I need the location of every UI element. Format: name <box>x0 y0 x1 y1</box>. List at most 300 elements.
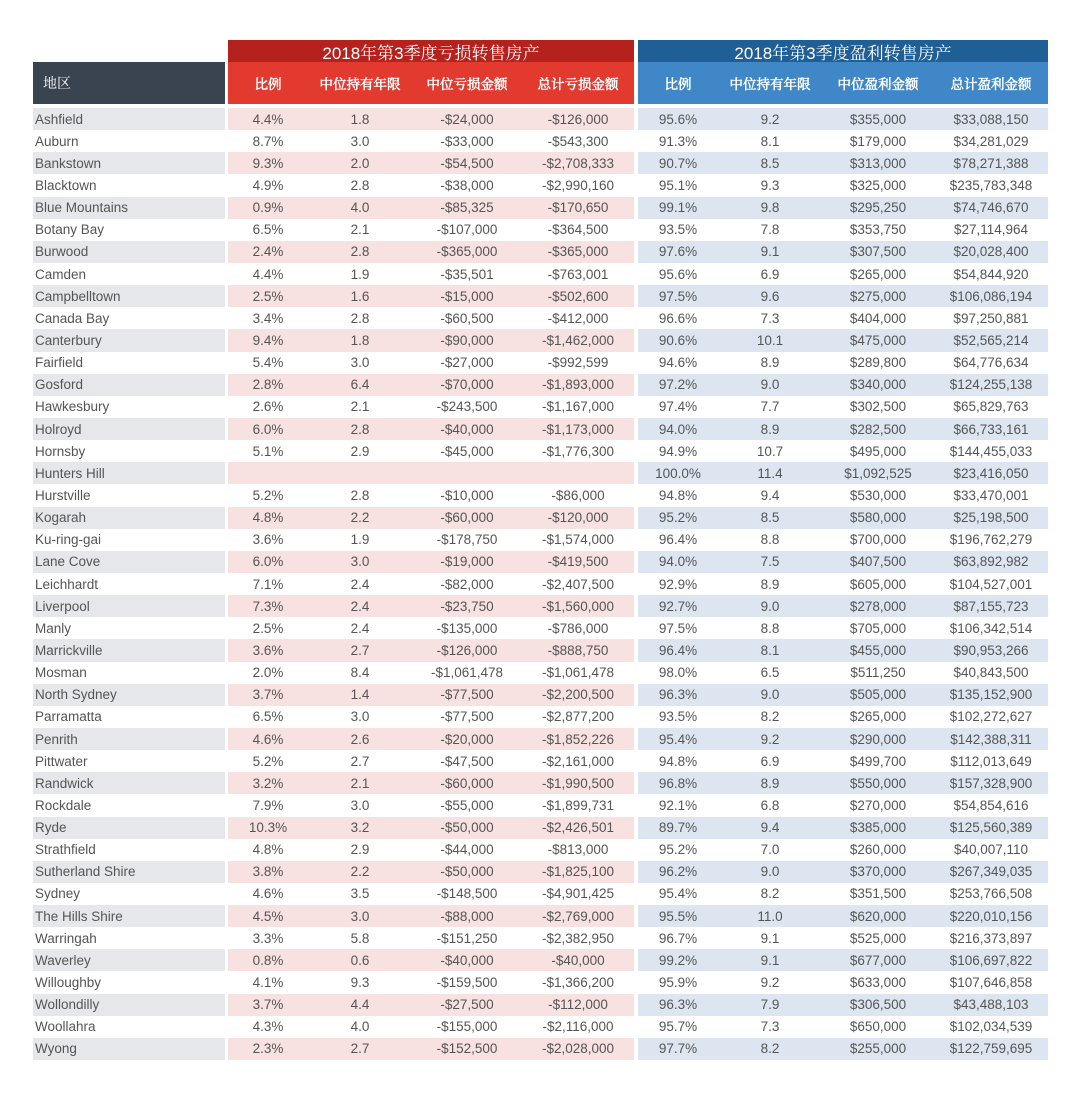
profit-total-amount-cell: $87,155,723 <box>953 598 1029 614</box>
profit-header-median-profit: 中位盈利金额 <box>837 77 919 92</box>
loss-total-amount-cell: -$40,000 <box>551 952 605 968</box>
loss-ratio-cell: 4.1% <box>252 975 284 991</box>
region-cell: North Sydney <box>33 684 225 706</box>
loss-median-hold-cell: 2.8 <box>350 244 370 260</box>
profit-cells <box>638 1016 1048 1038</box>
region-cell: Ryde <box>33 817 225 839</box>
loss-ratio-cell: 3.2% <box>252 775 284 791</box>
table-row <box>33 418 1049 440</box>
loss-ratio-cell: 4.3% <box>252 1019 284 1035</box>
loss-median-amount-cell: -$148,500 <box>436 886 498 902</box>
loss-ratio-cell: 0.8% <box>252 952 284 968</box>
table-row <box>33 374 1049 396</box>
loss-total-amount-cell: -$412,000 <box>547 310 609 326</box>
profit-total-amount-cell: $125,560,389 <box>949 820 1033 836</box>
profit-median-hold-cell: 9.1 <box>760 244 780 260</box>
profit-median-amount-cell: $265,000 <box>849 709 907 725</box>
loss-median-amount-cell: -$44,000 <box>440 842 494 858</box>
table-row <box>33 839 1049 861</box>
loss-total-amount-cell: -$2,116,000 <box>542 1019 614 1035</box>
table-row <box>33 263 1049 285</box>
profit-median-hold-cell: 8.2 <box>760 886 780 902</box>
table-row <box>33 352 1049 374</box>
profit-median-hold-cell: 7.8 <box>760 222 780 238</box>
loss-ratio-cell: 4.4% <box>252 111 284 127</box>
loss-median-amount-cell: -$135,000 <box>436 620 498 636</box>
loss-ratio-cell <box>228 462 308 484</box>
loss-cells <box>228 1038 634 1060</box>
loss-median-amount-cell: -$159,500 <box>436 975 498 991</box>
profit-median-amount-cell: $705,000 <box>849 620 907 636</box>
region-cell: Auburn <box>35 133 79 149</box>
loss-ratio-cell: 3.6% <box>252 642 284 658</box>
profit-ratio-cell: 92.7% <box>658 598 698 614</box>
loss-median-hold-cell: 0.6 <box>350 952 370 968</box>
profit-ratio-cell: 90.7% <box>658 155 698 171</box>
loss-median-amount-cell: -$50,000 <box>440 820 494 836</box>
table-row <box>33 307 1049 329</box>
loss-cells <box>228 529 634 551</box>
loss-median-hold-cell: 1.6 <box>350 288 370 304</box>
loss-ratio-cell: 4.6% <box>252 886 284 902</box>
profit-median-hold-cell: 8.9 <box>760 775 780 791</box>
table-row <box>33 484 1049 506</box>
loss-cells <box>228 484 634 506</box>
loss-median-hold-cell: 3.0 <box>350 133 370 149</box>
loss-median-hold-cell: 3.0 <box>350 908 370 924</box>
profit-median-hold-cell: 9.6 <box>760 288 780 304</box>
table-row <box>33 927 1049 949</box>
loss-ratio-cell: 4.4% <box>252 266 284 282</box>
region-cell: Canada Bay <box>35 310 110 326</box>
region-cell: Canterbury <box>33 329 225 351</box>
loss-total-amount-cell: -$888,750 <box>547 642 609 658</box>
profit-median-amount-cell: $290,000 <box>849 731 907 747</box>
loss-cells <box>228 108 634 130</box>
loss-cells <box>228 418 634 440</box>
loss-total-amount-cell: -$1,061,478 <box>541 665 615 681</box>
loss-cells <box>228 551 634 573</box>
loss-median-amount-cell: -$60,000 <box>440 510 494 526</box>
profit-median-hold-cell: 11.0 <box>757 908 783 924</box>
loss-median-amount-cell: -$178,750 <box>436 532 498 548</box>
profit-median-hold-cell: 8.1 <box>760 133 780 149</box>
table-row <box>33 772 1049 794</box>
profit-ratio-cell: 94.9% <box>658 443 698 459</box>
loss-cells <box>228 241 634 263</box>
loss-median-hold-cell: 1.4 <box>350 687 370 703</box>
loss-cells <box>228 219 634 241</box>
region-cell: Kogarah <box>33 507 225 529</box>
profit-median-amount-cell: $404,000 <box>849 310 907 326</box>
region-cell: Hunters Hill <box>33 462 225 484</box>
loss-cells <box>228 949 634 971</box>
profit-ratio-cell: 92.9% <box>658 576 698 592</box>
region-cell: Liverpool <box>33 595 225 617</box>
table-row <box>33 794 1049 816</box>
loss-median-hold-cell: 2.1 <box>350 399 370 415</box>
region-cell: Ashfield <box>33 108 225 130</box>
loss-total-amount-cell: -$2,028,000 <box>541 1041 615 1057</box>
loss-cells <box>228 507 634 529</box>
profit-median-amount-cell: $179,000 <box>849 133 907 149</box>
loss-median-hold-cell: 2.9 <box>350 842 370 858</box>
loss-ratio-cell: 4.6% <box>252 731 284 747</box>
profit-ratio-cell: 95.4% <box>658 731 698 747</box>
profit-total-amount-cell: $25,198,500 <box>953 510 1029 526</box>
loss-median-amount-cell: -$40,000 <box>440 421 494 437</box>
loss-ratio-cell: 9.3% <box>252 155 284 171</box>
table-row <box>33 529 1049 551</box>
loss-median-amount-cell: -$107,000 <box>436 222 498 238</box>
table-row <box>33 817 1049 839</box>
loss-median-amount-cell: -$10,000 <box>440 487 494 503</box>
profit-cells <box>638 529 1048 551</box>
loss-cells <box>228 728 634 750</box>
loss-ratio-cell: 3.7% <box>252 687 284 703</box>
profit-total-amount-cell: $23,416,050 <box>953 465 1029 481</box>
loss-ratio-cell: 3.6% <box>252 532 284 548</box>
column-header-row <box>33 62 1049 104</box>
profit-median-amount-cell: $313,000 <box>849 155 907 171</box>
profit-total-amount-cell: $64,776,634 <box>953 355 1029 371</box>
profit-cells <box>638 772 1048 794</box>
profit-median-hold-cell: 7.7 <box>760 399 780 415</box>
profit-ratio-cell: 89.7% <box>658 820 698 836</box>
profit-ratio-cell: 96.6% <box>658 310 698 326</box>
profit-median-hold-cell: 8.8 <box>760 620 780 636</box>
profit-median-hold-cell: 9.1 <box>760 930 780 946</box>
loss-median-amount-cell: -$85,325 <box>440 200 494 216</box>
profit-median-amount-cell: $265,000 <box>849 266 907 282</box>
profit-total-amount-cell: $135,152,900 <box>949 687 1033 703</box>
loss-total-amount-cell: -$4,901,425 <box>541 886 615 902</box>
table-body <box>33 108 1049 1060</box>
loss-cells <box>228 684 634 706</box>
loss-ratio-cell: 3.7% <box>252 997 284 1013</box>
region-cell: Woollahra <box>35 1019 96 1035</box>
loss-ratio-cell: 4.9% <box>252 177 284 193</box>
profit-total-amount-cell: $122,759,695 <box>949 1041 1033 1057</box>
profit-cells <box>638 573 1048 595</box>
profit-ratio-cell: 94.0% <box>658 554 698 570</box>
loss-total-amount-cell: -$2,161,000 <box>541 753 615 769</box>
profit-median-amount-cell: $511,250 <box>850 665 906 681</box>
loss-ratio-cell: 2.4% <box>252 244 284 260</box>
profit-median-hold-cell: 11.4 <box>757 465 783 481</box>
profit-median-amount-cell: $306,500 <box>849 997 907 1013</box>
region-cell: Warringah <box>35 930 97 946</box>
loss-median-hold-cell: 3.0 <box>350 797 370 813</box>
loss-cells <box>228 263 634 285</box>
region-cell: Gosford <box>33 374 225 396</box>
profit-ratio-cell: 96.3% <box>658 997 698 1013</box>
table-row <box>33 152 1049 174</box>
loss-median-amount-cell: -$243,500 <box>436 399 498 415</box>
profit-total-amount-cell: $235,783,348 <box>949 177 1033 193</box>
loss-ratio-cell: 7.9% <box>252 797 284 813</box>
profit-total-amount-cell: $97,250,881 <box>953 310 1029 326</box>
profit-total-amount-cell: $267,349,035 <box>949 864 1033 880</box>
region-cell: Marrickville <box>33 639 225 661</box>
profit-total-amount-cell: $20,028,400 <box>953 244 1029 260</box>
profit-ratio-cell: 97.5% <box>658 288 698 304</box>
loss-ratio-cell: 6.5% <box>252 222 284 238</box>
region-cell: Bankstown <box>33 152 225 174</box>
profit-cells <box>638 905 1048 927</box>
loss-ratio-cell: 3.8% <box>252 864 284 880</box>
profit-median-amount-cell: $530,000 <box>849 487 907 503</box>
profit-cells <box>638 927 1048 949</box>
loss-ratio-cell: 5.1% <box>252 443 284 459</box>
profit-cells <box>638 949 1048 971</box>
profit-cells <box>638 130 1048 152</box>
profit-cells <box>638 241 1048 263</box>
region-cell: Sydney <box>35 886 81 902</box>
profit-total-amount-cell: $220,010,156 <box>949 908 1033 924</box>
loss-total-amount-cell: -$170,650 <box>547 200 609 216</box>
loss-ratio-cell: 2.5% <box>252 620 284 636</box>
profit-median-hold-cell: 8.5 <box>760 510 780 526</box>
profit-total-amount-cell: $78,271,388 <box>953 155 1029 171</box>
loss-total-amount-cell: -$813,000 <box>547 842 609 858</box>
profit-median-hold-cell: 8.9 <box>760 355 780 371</box>
profit-median-hold-cell: 7.3 <box>760 310 780 326</box>
loss-median-hold-cell: 3.2 <box>350 820 370 836</box>
loss-total-amount-cell: -$2,407,500 <box>541 576 615 592</box>
profit-median-hold-cell: 6.9 <box>760 753 780 769</box>
table-row <box>33 971 1049 993</box>
profit-cells <box>638 839 1048 861</box>
profit-cells <box>638 750 1048 772</box>
loss-ratio-cell: 10.3% <box>248 820 288 836</box>
loss-median-amount-cell: -$45,000 <box>440 443 494 459</box>
profit-median-hold-cell: 9.4 <box>760 820 780 836</box>
loss-cells <box>228 197 634 219</box>
loss-total-amount-cell: -$992,599 <box>547 355 609 371</box>
profit-total-amount-cell: $216,373,897 <box>949 930 1033 946</box>
loss-ratio-cell: 4.5% <box>252 908 284 924</box>
loss-median-hold-cell: 2.4 <box>350 620 370 636</box>
profit-median-hold-cell: 7.0 <box>760 842 780 858</box>
loss-median-hold-cell: 2.7 <box>350 753 370 769</box>
loss-median-amount-cell: -$50,000 <box>440 864 494 880</box>
loss-ratio-cell: 3.3% <box>252 930 284 946</box>
table-row <box>33 440 1049 462</box>
profit-ratio-cell: 95.2% <box>658 510 698 526</box>
profit-median-hold-cell: 8.9 <box>760 421 780 437</box>
region-cell: Randwick <box>33 772 225 794</box>
profit-median-hold-cell: 7.3 <box>760 1019 780 1035</box>
loss-group-title: 2018年第3季度亏损转售房产 <box>228 40 634 62</box>
loss-total-amount-cell: -$1,366,200 <box>541 975 615 991</box>
loss-cells <box>228 639 634 661</box>
region-cell: Botany Bay <box>35 222 105 238</box>
table-row <box>33 750 1049 772</box>
loss-median-amount-cell: -$20,000 <box>440 731 494 747</box>
loss-median-hold-cell: 2.4 <box>350 598 370 614</box>
loss-median-amount-cell: -$23,750 <box>440 598 494 614</box>
profit-median-amount-cell: $340,000 <box>849 377 907 393</box>
loss-cells <box>228 573 634 595</box>
profit-median-hold-cell: 10.1 <box>756 332 784 348</box>
loss-total-amount-cell: -$763,001 <box>547 266 609 282</box>
profit-total-amount-cell: $142,388,311 <box>950 731 1032 747</box>
loss-cells <box>228 595 634 617</box>
profit-cells <box>638 440 1048 462</box>
loss-ratio-cell: 6.5% <box>252 709 284 725</box>
profit-cells <box>638 551 1048 573</box>
loss-median-hold-cell: 2.4 <box>350 576 370 592</box>
profit-ratio-cell: 96.8% <box>658 775 698 791</box>
profit-total-amount-cell: $196,762,279 <box>949 532 1033 548</box>
loss-median-hold-cell: 1.9 <box>350 532 370 548</box>
table-row <box>33 197 1049 219</box>
table-row <box>33 949 1049 971</box>
profit-total-amount-cell: $52,565,214 <box>953 332 1029 348</box>
loss-total-amount-cell: -$126,000 <box>547 111 609 127</box>
loss-total-amount-cell: -$1,560,000 <box>541 598 615 614</box>
region-cell: Blue Mountains <box>33 197 225 219</box>
profit-median-amount-cell: $260,000 <box>849 842 907 858</box>
loss-total-amount-cell: -$2,708,333 <box>541 155 615 171</box>
profit-median-hold-cell: 9.8 <box>760 200 780 216</box>
loss-total-amount-cell: -$1,574,000 <box>541 532 615 548</box>
table-row <box>33 573 1049 595</box>
profit-cells <box>638 152 1048 174</box>
loss-median-hold-cell: 2.6 <box>350 731 370 747</box>
profit-total-amount-cell: $253,766,508 <box>949 886 1033 902</box>
profit-total-amount-cell: $107,646,858 <box>949 975 1033 991</box>
profit-median-amount-cell: $353,750 <box>849 222 907 238</box>
profit-cells <box>638 197 1048 219</box>
profit-median-hold-cell: 8.5 <box>760 155 780 171</box>
profit-median-hold-cell: 9.0 <box>760 864 780 880</box>
table-row <box>33 883 1049 905</box>
profit-ratio-cell: 100.0% <box>655 465 701 481</box>
loss-total-amount-cell: -$2,877,200 <box>541 709 615 725</box>
table-row <box>33 905 1049 927</box>
loss-median-amount-cell: -$35,501 <box>440 266 494 282</box>
loss-median-hold-cell: 3.5 <box>350 886 370 902</box>
profit-cells <box>638 285 1048 307</box>
loss-ratio-cell: 7.3% <box>252 598 284 614</box>
loss-total-amount-cell: -$2,426,501 <box>541 820 615 836</box>
profit-ratio-cell: 91.3% <box>658 133 698 149</box>
profit-ratio-cell: 95.2% <box>658 842 698 858</box>
loss-cells <box>228 994 634 1016</box>
loss-median-hold-cell: 1.8 <box>350 111 370 127</box>
profit-cells <box>638 307 1048 329</box>
loss-total-amount-cell: -$1,462,000 <box>541 332 615 348</box>
profit-ratio-cell: 95.5% <box>658 908 698 924</box>
loss-header-total-loss: 总计亏损金额 <box>537 77 619 92</box>
profit-cells <box>638 883 1048 905</box>
profit-median-hold-cell: 6.5 <box>760 665 780 681</box>
region-cell: Lane Cove <box>33 551 225 573</box>
profit-cells <box>638 794 1048 816</box>
loss-median-hold-cell: 2.2 <box>350 510 370 526</box>
profit-total-amount-cell: $65,829,763 <box>953 399 1029 415</box>
loss-median-amount-cell: -$38,000 <box>440 177 494 193</box>
profit-median-amount-cell: $633,000 <box>849 975 907 991</box>
loss-cells <box>228 662 634 684</box>
loss-total-amount-cell: -$2,769,000 <box>541 908 615 924</box>
loss-cells <box>228 152 634 174</box>
loss-cells <box>228 374 634 396</box>
profit-total-amount-cell: $33,088,150 <box>953 111 1029 127</box>
profit-ratio-cell: 97.4% <box>658 399 698 415</box>
profit-column-headers <box>638 62 1048 104</box>
profit-median-amount-cell: $1,092,525 <box>844 465 912 481</box>
loss-median-amount-cell: -$27,000 <box>440 355 494 371</box>
profit-group-title: 2018年第3季度盈利转售房产 <box>638 40 1048 62</box>
loss-cells <box>228 462 634 484</box>
profit-cells <box>638 352 1048 374</box>
profit-cells <box>638 817 1048 839</box>
profit-median-hold-cell: 9.0 <box>760 687 780 703</box>
loss-cells <box>228 285 634 307</box>
profit-median-hold-cell: 7.9 <box>760 997 780 1013</box>
profit-median-hold-cell: 9.0 <box>760 377 780 393</box>
table-row <box>33 994 1049 1016</box>
loss-median-hold-cell: 2.7 <box>350 1041 370 1057</box>
region-cell: Wyong <box>33 1038 225 1060</box>
profit-ratio-cell: 93.5% <box>658 709 698 725</box>
region-cell: Campbelltown <box>33 285 225 307</box>
loss-median-amount-cell: -$151,250 <box>436 930 498 946</box>
loss-cells <box>228 750 634 772</box>
profit-ratio-cell: 95.4% <box>658 886 698 902</box>
loss-median-hold-cell: 5.8 <box>350 930 370 946</box>
loss-cells <box>228 617 634 639</box>
loss-median-hold-cell: 3.0 <box>350 554 370 570</box>
profit-ratio-cell: 97.6% <box>658 244 698 260</box>
loss-median-amount-cell: -$15,000 <box>440 288 494 304</box>
profit-ratio-cell: 94.6% <box>658 355 698 371</box>
profit-total-amount-cell: $144,455,033 <box>949 443 1033 459</box>
profit-median-amount-cell: $295,250 <box>849 200 907 216</box>
table-row <box>33 507 1049 529</box>
loss-median-amount-cell: -$47,500 <box>440 753 494 769</box>
profit-cells <box>638 396 1048 418</box>
table-row <box>33 285 1049 307</box>
loss-ratio-cell: 9.4% <box>252 332 284 348</box>
loss-cells <box>228 130 634 152</box>
loss-total-amount-cell: -$1,990,500 <box>541 775 615 791</box>
table-row <box>33 728 1049 750</box>
loss-ratio-cell: 8.7% <box>252 133 284 149</box>
region-cell: Wollondilly <box>33 994 225 1016</box>
profit-cells <box>638 1038 1048 1060</box>
profit-median-amount-cell: $289,800 <box>849 355 907 371</box>
profit-cells <box>638 507 1048 529</box>
loss-header-ratio: 比例 <box>254 77 282 92</box>
profit-total-amount-cell: $106,086,194 <box>949 288 1033 304</box>
profit-total-amount-cell: $157,328,900 <box>949 775 1033 791</box>
loss-median-hold-cell: 4.0 <box>350 1019 370 1035</box>
loss-cells <box>228 839 634 861</box>
loss-cells <box>228 706 634 728</box>
region-column-header: 地区 <box>33 62 225 104</box>
loss-header-median-loss: 中位亏损金额 <box>426 77 508 92</box>
loss-median-amount-cell: -$155,000 <box>436 1019 498 1035</box>
loss-median-hold-cell: 2.0 <box>350 155 370 171</box>
profit-cells <box>638 595 1048 617</box>
profit-median-hold-cell: 6.8 <box>760 797 780 813</box>
profit-header-median-hold: 中位持有年限 <box>729 77 811 92</box>
loss-ratio-cell: 3.4% <box>252 310 284 326</box>
